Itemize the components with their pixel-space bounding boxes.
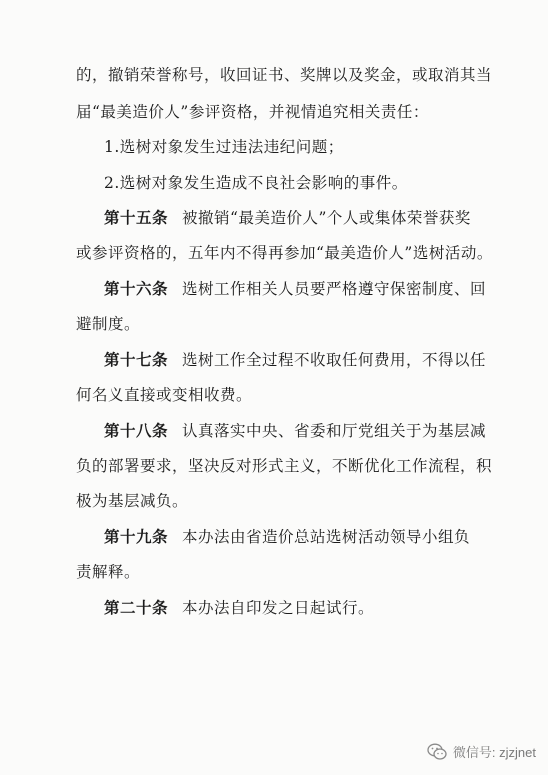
article-text: 被撤销“最美造价人”个人或集体荣誉获奖 [182, 209, 471, 227]
article-18 [104, 421, 486, 441]
article-17 [104, 350, 486, 370]
article-text: 选树工作相关人员要严格遵守保密制度、回 [182, 280, 487, 298]
article-text: 选树工作全过程不收取任何费用，不得以任 [182, 351, 487, 369]
article-text-line: 何名义直接或变相收费。 [76, 386, 253, 404]
watermark-text: 微信号: zjzjnet [452, 745, 536, 760]
watermark [427, 742, 536, 761]
article-text: 本办法由省造价总站选树活动领导小组负 [182, 528, 471, 546]
article-text: 认真落实中央、省委和厅党组关于为基层减 [182, 422, 487, 440]
article-20 [104, 598, 374, 618]
article-text-line: 负的部署要求，坚决反对形式主义，不断优化工作流程，积 [76, 457, 493, 475]
article-title: 第十五条 [104, 208, 169, 227]
article-title: 第十九条 [104, 527, 169, 546]
article-16 [104, 279, 486, 299]
article-title: 第十七条 [104, 350, 169, 369]
article-title: 第二十条 [104, 598, 169, 617]
list-item: 1.选树对象发生过违法违纪问题； [104, 138, 344, 156]
paragraph-line: 的，撤销荣誉称号，收回证书、奖牌以及奖金，或取消其当 [76, 66, 493, 84]
list-item: 2.选树对象发生造成不良社会影响的事件。 [104, 174, 408, 192]
article-15 [104, 208, 471, 228]
article-text-line: 极为基层减负。 [76, 492, 189, 510]
article-title: 第十八条 [104, 421, 169, 440]
article-title: 第十六条 [104, 279, 169, 298]
article-19 [104, 527, 470, 547]
wechat-icon [427, 743, 447, 761]
paragraph-line: 届“最美造价人”参评资格，并视情追究相关责任： [76, 103, 429, 121]
article-text: 本办法自印发之日起试行。 [182, 599, 375, 617]
article-text-line: 避制度。 [76, 315, 141, 333]
article-text-line: 或参评资格的，五年内不得再参加“最美造价人”选树活动。 [76, 244, 493, 262]
article-text-line: 责解释。 [76, 563, 141, 581]
